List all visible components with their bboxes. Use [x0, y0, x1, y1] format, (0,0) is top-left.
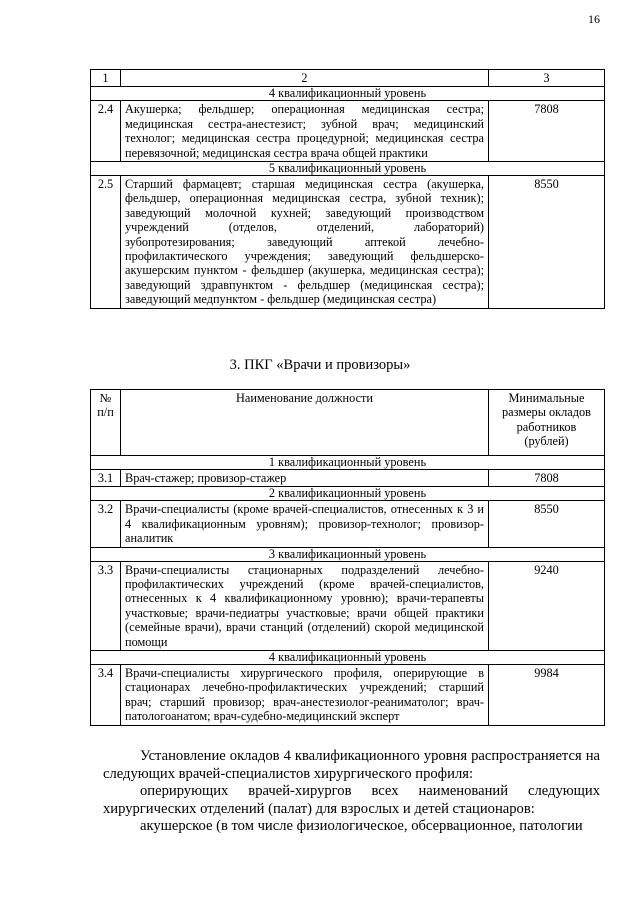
- table-row: [91, 561, 605, 650]
- level-row: [91, 547, 605, 561]
- level-label: 2 квалификационный уровень: [91, 487, 605, 501]
- salary-value: 9984: [489, 665, 605, 726]
- salary-value: 7808: [489, 470, 605, 487]
- position-name: Врачи-специалисты хирургического профиля, оперирующие в стационарах лечебно-профилактических учреждений; старший врач; старший провизор; врач-анестезиолог-реаниматолог; врач-патологоанатом; врач-судебно-медицинский эксперт: [121, 665, 489, 726]
- level-label: 5 квалификационный уровень: [91, 162, 605, 176]
- row-number: 3.2: [91, 501, 121, 547]
- table-row: [91, 665, 605, 726]
- row-number: 2.4: [91, 101, 121, 162]
- level-row: [91, 651, 605, 665]
- salary-value: 8550: [489, 176, 605, 309]
- level-row: [91, 87, 605, 101]
- table-row: [91, 470, 605, 487]
- position-name: Врач-стажер; провизор-стажер: [121, 470, 489, 487]
- row-number: 2.5: [91, 176, 121, 309]
- salary-value: 7808: [489, 101, 605, 162]
- column-header: 3: [489, 70, 605, 87]
- level-row: [91, 456, 605, 470]
- row-number: 3.3: [91, 561, 121, 650]
- position-name: Врачи-специалисты стационарных подразделений лечебно-профилактических учреждений (кроме врачей-специалистов, отнесенных к 4 квалификационному уровню); врачи-терапевты участковые; врачи-педиатры участковые; врачи общей практики (семейные врачи), врачи станций (отделений) скорой медицинской помощи: [121, 561, 489, 650]
- salary-value: 9240: [489, 561, 605, 650]
- level-row: [91, 487, 605, 501]
- level-label: 1 квалификационный уровень: [91, 456, 605, 470]
- paragraph: Установление окладов 4 квалификационного уровня распространяется на следующих врачей-специалистов хирургического профиля:: [103, 748, 600, 782]
- table-row: [91, 176, 605, 309]
- row-number: 3.4: [91, 665, 121, 726]
- level-label: 3 квалификационный уровень: [91, 547, 605, 561]
- level-row: [91, 162, 605, 176]
- position-name: Старший фармацевт; старшая медицинская сестра (акушерка, фельдшер, операционная медицинская сестра, зубной техник); заведующий молочной кухней; заведующий производством учреждений (отделов, отделений, лабораторий) зубопротезирования; заведующий аптекой лечебно-профилактического учреждения; заведующий фельдшерско-акушерским пунктом - фельдшер (акушерка, медицинская сестра); заведующий здравпунктом - фельдшер (медицинская сестра); заведующий медпунктом - фельдшер (медицинская сестра): [121, 176, 489, 309]
- column-header: 2: [121, 70, 489, 87]
- doctors-pharmacists-table: [90, 389, 605, 726]
- table-header-row: [91, 390, 605, 456]
- column-header-position: Наименование должности: [121, 390, 489, 456]
- page-number: 16: [588, 12, 600, 26]
- table-row: [91, 501, 605, 547]
- qualification-table-continued: [90, 69, 605, 309]
- column-header: 1: [91, 70, 121, 87]
- section-title: 3. ПКГ «Врачи и провизоры»: [229, 357, 411, 373]
- position-name: Врачи-специалисты (кроме врачей-специалистов, отнесенных к 3 и 4 квалификационным уровням); провизор-технолог; провизор-аналитик: [121, 501, 489, 547]
- column-header-number: № п/п: [91, 390, 121, 456]
- level-label: 4 квалификационный уровень: [91, 651, 605, 665]
- column-header-salary: Минимальные размеры окладов работников (рублей): [489, 390, 605, 456]
- table-row: [91, 101, 605, 162]
- position-name: Акушерка; фельдшер; операционная медицинская сестра; медицинская сестра-анестезист; зубной врач; медицинский технолог; медицинская сестра процедурной; медицинская сестра перевязочной; медицинская сестра врача общей практики: [121, 101, 489, 162]
- paragraph: акушерское (в том числе физиологическое, обсервационное, патологии: [140, 818, 583, 834]
- table-header-row: [91, 70, 605, 87]
- paragraph: оперирующих врачей-хирургов всех наименований следующих хирургических отделений (палат) для взрослых и детей стационаров:: [103, 783, 600, 817]
- body-text: [103, 748, 600, 836]
- row-number: 3.1: [91, 470, 121, 487]
- level-label: 4 квалификационный уровень: [91, 87, 605, 101]
- salary-value: 8550: [489, 501, 605, 547]
